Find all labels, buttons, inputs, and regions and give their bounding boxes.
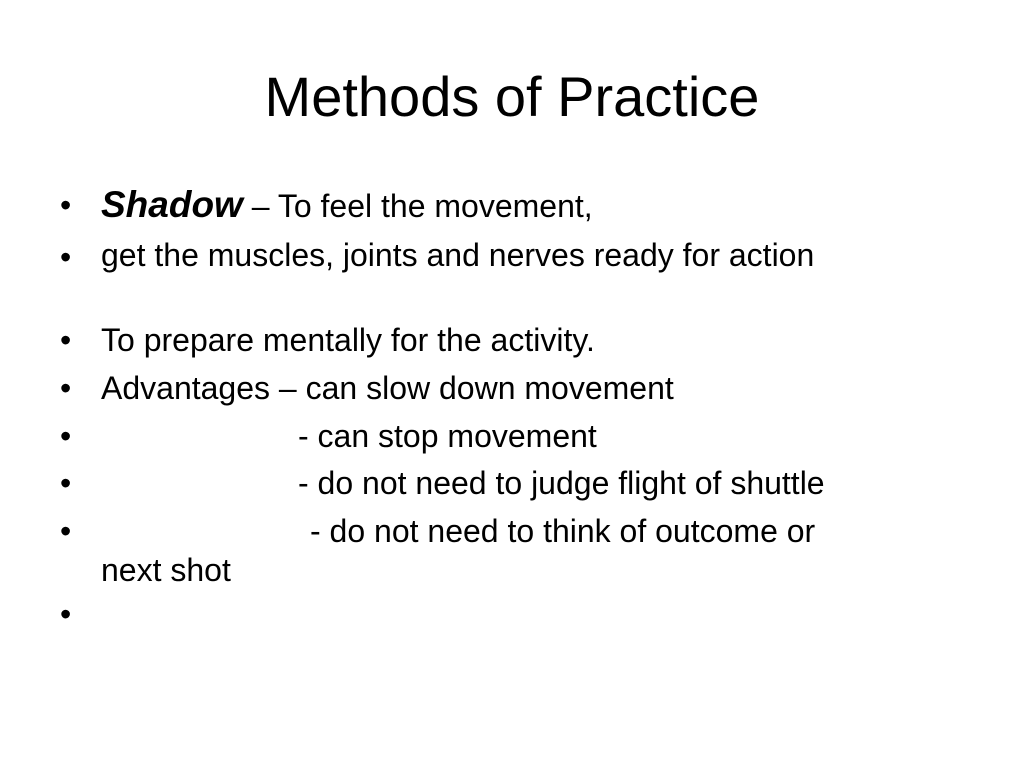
list-item-text <box>101 185 981 226</box>
list-item-text: To prepare mentally for the activity. <box>101 322 595 358</box>
list-item-text: Advantages – can slow down movement <box>101 370 674 406</box>
list-item-text: get the muscles, joints and nerves ready for action <box>101 237 815 273</box>
bullet-marker: • <box>60 513 72 549</box>
list-item-remainder: – To feel the movement, <box>242 188 593 224</box>
emphasis-text: Shadow <box>101 184 243 225</box>
bullet-marker: • <box>60 596 72 632</box>
list-item-text: - do not need to think of outcome or <box>310 513 816 549</box>
bullet-marker: • <box>60 370 72 406</box>
list-item-text: - do not need to judge flight of shuttle <box>298 465 825 501</box>
list-item-continuation: next shot <box>101 552 231 588</box>
bullet-marker: • <box>60 322 72 358</box>
bullet-marker: • <box>60 187 72 223</box>
list-item-text: - can stop movement <box>298 418 597 454</box>
bullet-marker: • <box>60 239 72 275</box>
bullet-marker: • <box>60 418 72 454</box>
bullet-marker: • <box>60 465 72 501</box>
slide-title: Methods of Practice <box>264 65 760 128</box>
